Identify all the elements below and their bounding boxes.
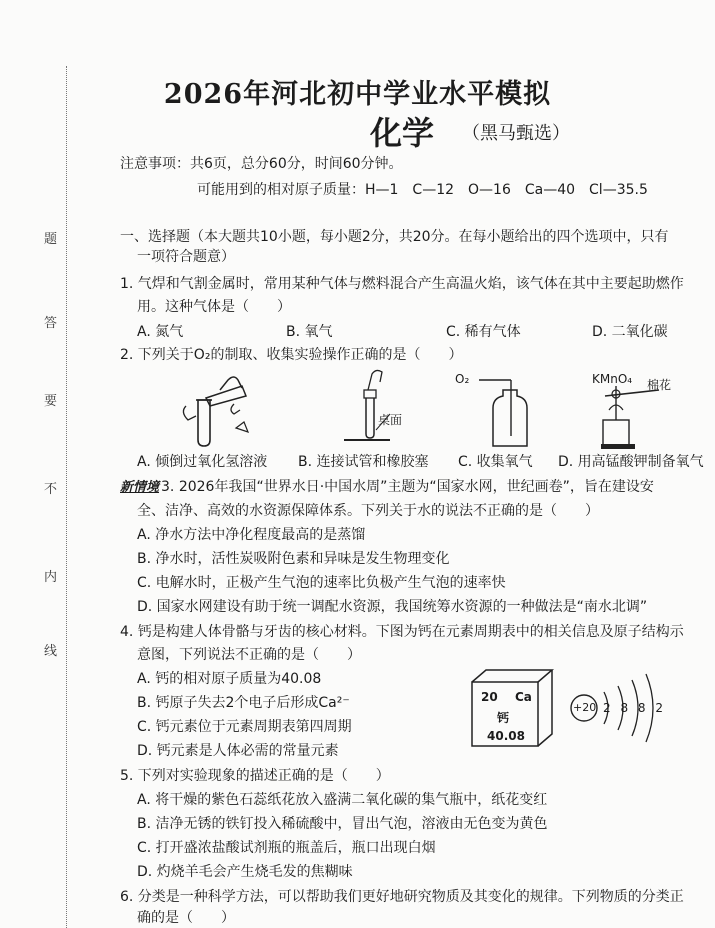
question-6: 6. 分类是一种科学方法，可以帮助我们更好地研究物质及其变化的规律。下列物质的分类正 xyxy=(120,889,684,905)
option-c[interactable]: C. 打开盛浓盐酸试剂瓶的瓶盖后，瓶口出现白烟 xyxy=(137,840,436,856)
option-d[interactable]: D. 钙元素是人体必需的常量元素 xyxy=(137,743,339,759)
option-c[interactable]: C. 电解水时，正极产生气泡的速率比负极产生气泡的速率快 xyxy=(137,575,506,591)
page-title: 2026年河北初中学业水平模拟 xyxy=(163,79,552,110)
atomic-mass-line: 可能用到的相对原子质量：H—1 C—12 O—16 Ca—40 Cl—35.5 xyxy=(197,182,648,198)
option-b[interactable]: B. 洁净无锈的铁钉投入稀硫酸中，冒出气泡，溶液由无色变为黄色 xyxy=(137,816,548,832)
figure-stopper xyxy=(330,368,430,450)
new-context-badge: 新情境 xyxy=(120,480,160,495)
o2-label: O₂ xyxy=(455,372,470,386)
question-4: 4. 钙是构建人体骨骼与牙齿的核心材料。下图为钙在元素周期表中的相关信息及原子结构示 xyxy=(120,624,684,640)
question-4: 意图，下列说法不正确的是（ ） xyxy=(137,647,361,663)
seal-char: 内 xyxy=(44,570,58,585)
question-6: 确的是（ ） xyxy=(137,910,235,926)
question-1: 1. 气焊和气割金属时，常用某种气体与燃料混合产生高温火焰，该气体在其中主要起助燃作 xyxy=(120,276,684,292)
desk-label: 桌面 xyxy=(378,413,403,427)
option-d[interactable]: D. 用高锰酸钾制备氧气 xyxy=(558,454,704,470)
question-5: 5. 下列对实验现象的描述正确的是（ ） xyxy=(120,768,390,784)
section-heading: 一项符合题意） xyxy=(137,249,235,265)
seal-char: 不 xyxy=(44,482,58,497)
option-a[interactable]: A. 氮气 xyxy=(137,324,184,340)
cotton-label: 棉花 xyxy=(647,378,672,392)
option-c[interactable]: C. 稀有气体 xyxy=(446,324,521,340)
option-b[interactable]: B. 氧气 xyxy=(286,324,333,340)
option-d[interactable]: D. 灼烧羊毛会产生烧毛发的焦糊味 xyxy=(137,864,353,880)
option-b[interactable]: B. 连接试管和橡胶塞 xyxy=(298,454,429,470)
figure-pouring xyxy=(176,370,266,450)
atomic-mass: 40.08 xyxy=(487,729,525,743)
option-d[interactable]: D. 二氧化碳 xyxy=(592,324,668,340)
seal-char: 题 xyxy=(44,232,58,247)
option-a[interactable]: A. 净水方法中净化程度最高的是蒸馏 xyxy=(137,527,366,543)
option-a[interactable]: A. 钙的相对原子质量为40.08 xyxy=(137,671,322,687)
option-b[interactable]: B. 钙原子失去2个电子后形成Ca²⁻ xyxy=(137,695,350,711)
option-b[interactable]: B. 净水时，活性炭吸附色素和异味是发生物理变化 xyxy=(137,551,450,567)
question-1: 用。这种气体是（ ） xyxy=(137,299,291,315)
option-c[interactable]: C. 钙元素位于元素周期表第四周期 xyxy=(137,719,352,735)
option-a[interactable]: A. 将干燥的紫色石蕊纸花放入盛满二氧化碳的集气瓶中，纸花变红 xyxy=(137,792,548,808)
seal-char: 答 xyxy=(44,316,58,331)
binding-line xyxy=(66,66,67,928)
question-3: 全、洁净、高效的水资源保障体系。下列关于水的说法不正确的是（ ） xyxy=(137,503,599,519)
seal-char: 要 xyxy=(44,394,58,409)
option-d[interactable]: D. 国家水网建设有助于统一调配水资源，我国统筹水资源的一种做法是“南水北调” xyxy=(137,599,648,615)
section-heading: 一、选择题（本大题共10小题，每小题2分，共20分。在每小题给出的四个选项中，只有 xyxy=(120,229,669,245)
kmno4-label: KMnO₄ xyxy=(592,372,633,386)
electron-shells: 2 8 8 2 xyxy=(603,701,666,715)
element-symbol: Ca xyxy=(515,690,532,704)
question-3: 新情境 3. 2026年我国“世界水日·中国水周”主题为“国家水网，世纪画卷”，旨在建设安 xyxy=(120,479,654,495)
question-2: 2. 下列关于O₂的制取、收集实验操作正确的是（ ） xyxy=(120,347,463,363)
subject-title: 化学 xyxy=(370,114,435,152)
nucleus-charge: +20 xyxy=(573,701,597,714)
option-a[interactable]: A. 倾倒过氧化氢溶液 xyxy=(137,454,268,470)
option-c[interactable]: C. 收集氧气 xyxy=(458,454,533,470)
atomic-number: 20 xyxy=(481,690,498,704)
element-name: 钙 xyxy=(497,711,510,725)
notes-line: 注意事项：共6页，总分60分，时间60分钟。 xyxy=(120,156,403,172)
edition-label: （黑马甄选） xyxy=(462,123,570,144)
seal-char: 线 xyxy=(44,644,58,659)
